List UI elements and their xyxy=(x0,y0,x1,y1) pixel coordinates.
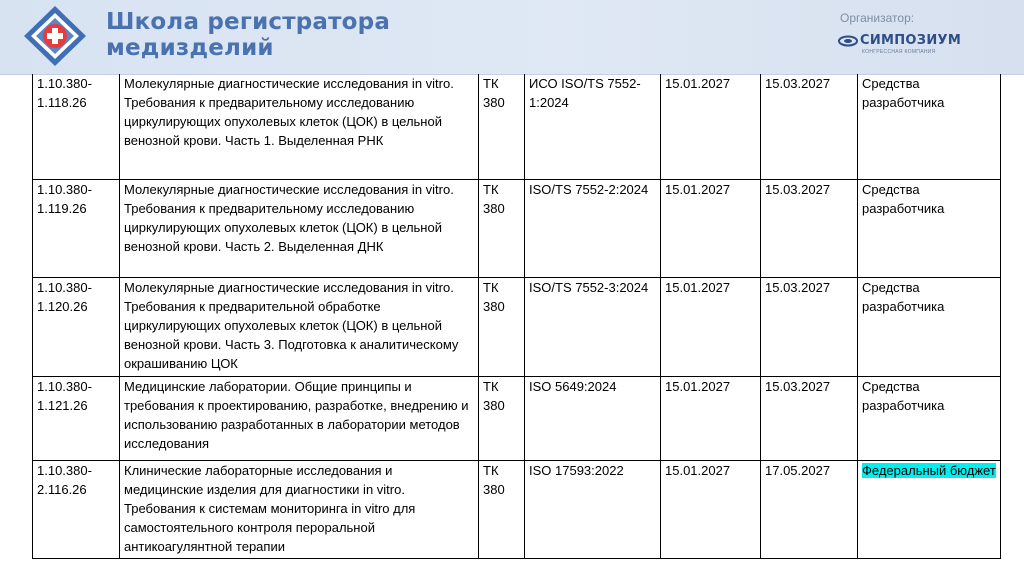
cell-standard: ISO 17593:2022 xyxy=(525,460,661,558)
table-row xyxy=(33,74,1001,179)
cell-date-end: 15.03.2027 xyxy=(761,74,858,179)
cell-date-end: 15.03.2027 xyxy=(761,376,858,460)
cell-tk: ТК 380 xyxy=(479,460,525,558)
cell-date-start: 15.01.2027 xyxy=(661,277,761,376)
cell-funding: Средства разработчика xyxy=(858,376,1001,460)
table-row xyxy=(33,277,1001,376)
cell-standard: ИСО ISO/TS 7552-1:2024 xyxy=(525,74,661,179)
cell-date-start: 15.01.2027 xyxy=(661,460,761,558)
organizer-tagline: КОНГРЕССНАЯ КОМПАНИЯ xyxy=(862,49,936,55)
cell-date-start: 15.01.2027 xyxy=(661,179,761,277)
cell-tk: ТК 380 xyxy=(479,376,525,460)
cell-title: Молекулярные диагностические исследования in vitro. Требования к предварительному исследованию циркулирующих опухолевых клеток (ЦОК) в цельной венозной крови. Часть 2. Выделенная ДНК xyxy=(120,179,479,277)
cell-tk: ТК 380 xyxy=(479,74,525,179)
organizer-label: Организатор: xyxy=(840,11,915,25)
cell-standard: ISO/TS 7552-2:2024 xyxy=(525,179,661,277)
cell-funding: Средства разработчика xyxy=(858,74,1001,179)
cell-code: 1.10.380-1.121.26 xyxy=(33,376,120,460)
school-title-line1: Школа регистратора xyxy=(106,9,391,35)
table-row xyxy=(33,179,1001,277)
school-title-line2: медизделий xyxy=(106,35,274,61)
cell-date-start: 15.01.2027 xyxy=(661,74,761,179)
cell-code: 1.10.380-1.118.26 xyxy=(33,74,120,179)
school-title xyxy=(106,9,390,61)
cell-funding xyxy=(858,460,1001,558)
cell-standard: ISO/TS 7552-3:2024 xyxy=(525,277,661,376)
cell-date-end: 17.05.2027 xyxy=(761,460,858,558)
cell-tk: ТК 380 xyxy=(479,179,525,277)
standards-table xyxy=(32,74,1001,559)
cell-title: Медицинские лаборатории. Общие принципы и требования к проектированию, разработке, внедрению и использованию разработанных в лаборатории методов исследования xyxy=(120,376,479,460)
cell-funding: Средства разработчика xyxy=(858,179,1001,277)
cell-tk: ТК 380 xyxy=(479,277,525,376)
cell-title: Молекулярные диагностические исследования in vitro. Требования к предварительному исследованию циркулирующих опухолевых клеток (ЦОК) в цельной венозной крови. Часть 1. Выделенная РНК xyxy=(120,74,479,179)
cell-date-end: 15.03.2027 xyxy=(761,277,858,376)
table-row xyxy=(33,460,1001,558)
cell-date-end: 15.03.2027 xyxy=(761,179,858,277)
cell-title: Молекулярные диагностические исследования in vitro. Требования к предварительной обработке циркулирующих опухолевых клеток (ЦОК) в цельной венозной крови. Часть 3. Подготовка к аналитическому окрашиванию ЦОК xyxy=(120,277,479,376)
funding-highlight: Федеральный бюджет xyxy=(862,462,996,478)
cell-code: 1.10.380-2.116.26 xyxy=(33,460,120,558)
cell-code: 1.10.380-1.119.26 xyxy=(33,179,120,277)
symposium-swoosh-icon xyxy=(838,35,858,47)
table-row xyxy=(33,376,1001,460)
cell-standard: ISO 5649:2024 xyxy=(525,376,661,460)
cell-title: Клинические лабораторные исследования и медицинские изделия для диагностики in vitro. Требования к системам мониторинга in vitro для самостоятельного контроля пероральной антикоагулянтной терапии xyxy=(120,460,479,558)
organizer-logo xyxy=(838,33,978,57)
cell-code: 1.10.380-1.120.26 xyxy=(33,277,120,376)
school-logo-icon xyxy=(20,4,90,68)
cell-date-start: 15.01.2027 xyxy=(661,376,761,460)
organizer-name: СИМПОЗИУМ xyxy=(860,33,962,48)
cell-funding: Средства разработчика xyxy=(858,277,1001,376)
slide-header xyxy=(0,0,1024,75)
